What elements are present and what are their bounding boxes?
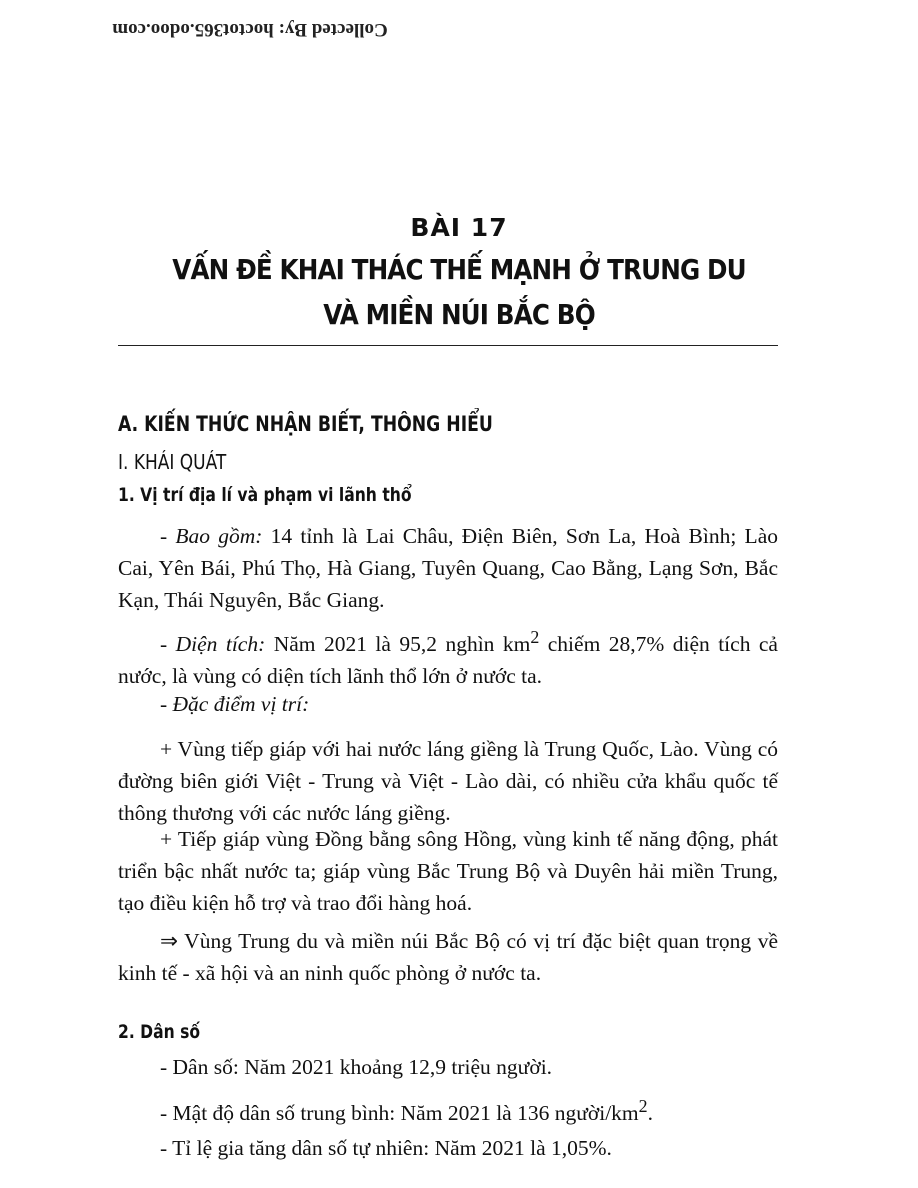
paragraph-ket-luan: ⇒ Vùng Trung du và miền núi Bắc Bộ có vị trí đặc biệt quan trọng về kinh tế - xã hội và an ninh quốc phòng ở nước ta. <box>118 929 778 985</box>
section-a-heading: A. KIẾN THỨC NHẬN BIẾT, THÔNG HIỂU <box>118 412 493 436</box>
label-dien-tich: - Diện tích: <box>160 632 266 657</box>
lesson-number: BÀI 17 <box>410 213 508 242</box>
lesson-title-line-2 <box>0 298 918 331</box>
paragraph-dien-tich <box>118 621 778 692</box>
text-dien-tich-a: Năm 2021 là 95,2 nghìn km <box>265 632 531 657</box>
lesson-title-text-1: VẤN ĐỀ KHAI THÁC THẾ MẠNH Ở TRUNG DU <box>172 253 746 286</box>
text-dien-tich-b: chiếm 28,7% diện tích cả nước, là vùng có diện tích lãnh thổ lớn ở nước ta. <box>118 632 778 689</box>
label-dac-diem: - Đặc điểm vị trí: <box>160 692 310 716</box>
watermark: Collected By: hoctot365.odoo.com <box>112 19 388 40</box>
dan-so-line: - Dân số: Năm 2021 khoảng 12,9 triệu người. <box>160 1055 553 1079</box>
lesson-title-text-2: VÀ MIỀN NÚI BẮC BỘ <box>323 298 595 331</box>
label-bao-gom: - Bao gồm: <box>160 524 263 548</box>
lesson-title-line-1 <box>0 253 918 286</box>
paragraph-tiep-giap-nuoc: + Vùng tiếp giáp với hai nước láng giềng là Trung Quốc, Lào. Vùng có đường biên giới Việt - Trung và Việt - Lào dài, có nhiều cửa khẩu quốc tế thông thương với các nước láng giềng. <box>118 737 778 825</box>
subsection-1-heading: 1. Vị trí địa lí và phạm vi lãnh thổ <box>118 484 412 506</box>
mat-do-superscript: 2 <box>638 1096 648 1116</box>
title-divider <box>118 345 778 346</box>
section-i-heading: I. KHÁI QUÁT <box>118 450 227 474</box>
mat-do-period: . <box>647 1101 653 1126</box>
gia-tang-line: - Tỉ lệ gia tăng dân số tự nhiên: Năm 2021 là 1,05%. <box>160 1136 612 1160</box>
mat-do-text: - Mật độ dân số trung bình: Năm 2021 là 136 người/km <box>160 1101 639 1126</box>
paragraph-dac-diem <box>118 688 778 720</box>
paragraph-bao-gom <box>118 520 778 616</box>
subsection-2-heading: 2. Dân số <box>118 1021 201 1043</box>
mat-do-line <box>160 1096 653 1126</box>
superscript-2: 2 <box>530 627 540 647</box>
text-bao-gom: 14 tỉnh là Lai Châu, Điện Biên, Sơn La, Hoà Bình; Lào Cai, Yên Bái, Phú Thọ, Hà Giang, Tuyên Quang, Cao Bằng, Lạng Sơn, Bắc Kạn, Thái Nguyên, Bắc Giang. <box>118 524 778 612</box>
paragraph-tiep-giap-vung: + Tiếp giáp vùng Đồng bằng sông Hồng, vùng kinh tế năng động, phát triển bậc nhất nước ta; giáp vùng Bắc Trung Bộ và Duyên hải miền Trung, tạo điều kiện hỗ trợ và trao đổi hàng hoá. <box>118 827 778 915</box>
